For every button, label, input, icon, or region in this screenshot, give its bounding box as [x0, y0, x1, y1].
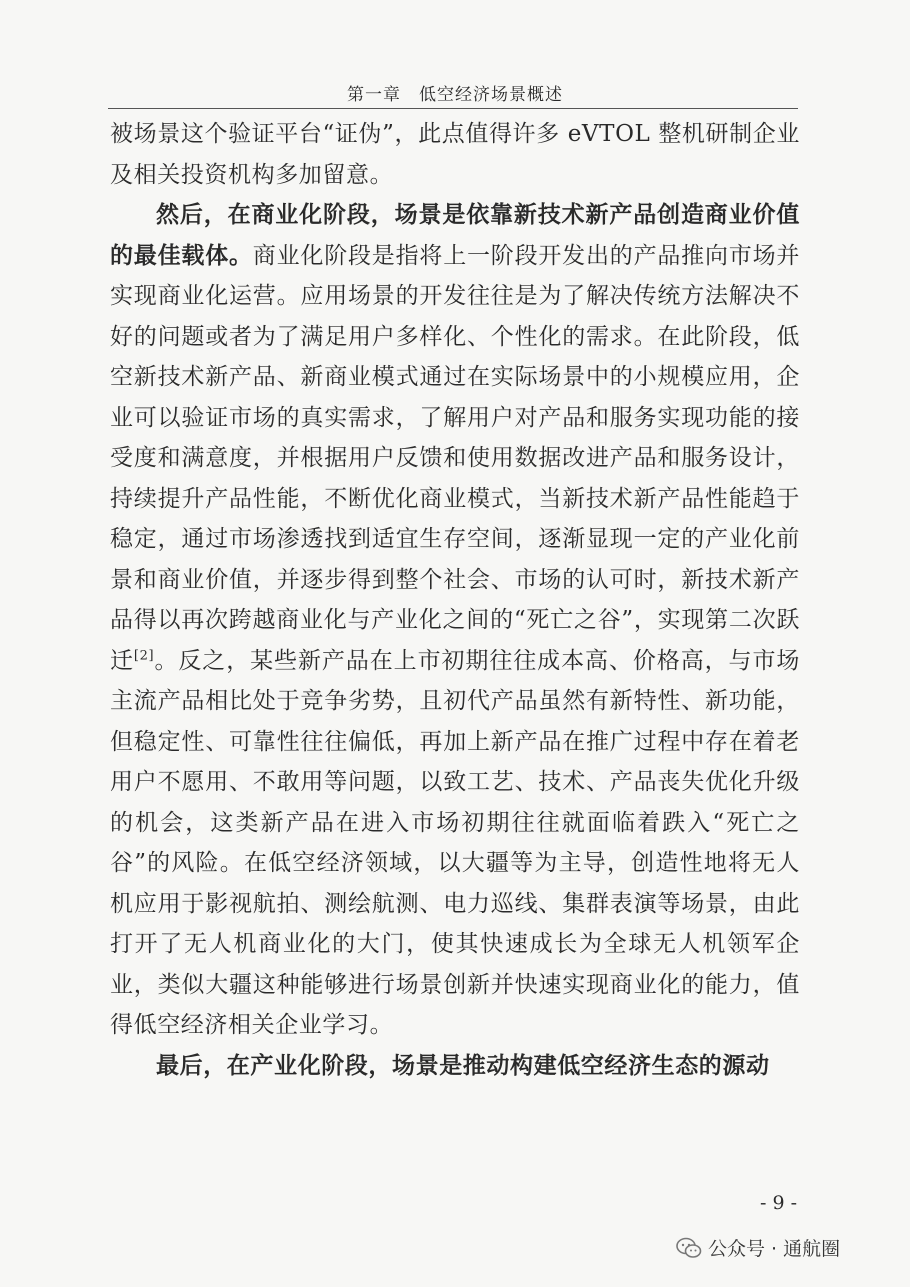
header-divider: [108, 108, 798, 109]
citation-ref: [2]: [133, 647, 155, 663]
paragraph-2: [110, 195, 800, 1046]
page-number: - 9 -: [760, 1192, 798, 1214]
watermark: [676, 1234, 840, 1261]
paragraph-1-text: 被场景这个验证平台“证伪”，此点值得许多 eVTOL 整机研制企业及相关投资机构多加留意。: [110, 121, 800, 188]
paragraph-2-text-cont: 。反之，某些新产品在上市初期往往成本高、价格高，与市场主流产品相比处于竞争劣势，且初代产品虽然有新特性、新功能，但稳定性、可靠性往往偏低，再加上新产品在推广过程中存在着老用户不愿用、不敢用等问题，以致工艺、技术、产品丧失优化升级的机会，这类新产品在进入市场初期往往就面临着跌入“死亡之谷”的风险。在低空经济领域，以大疆等为主导，创造性地将无人机应用于影视航拍、测绘航测、电力巡线、集群表演等场景，由此打开了无人机商业化的大门，使其快速成长为全球无人机领军企业，类似大疆这种能够进行场景创新并快速实现商业化的能力，值得低空经济相关企业学习。: [110, 647, 800, 1038]
paragraph-3-lead: 最后，在产业化阶段，场景是推动构建低空经济生态的源动: [156, 1051, 770, 1079]
paragraph-1: [110, 114, 800, 195]
watermark-text: 公众号 · 通航圈: [708, 1238, 841, 1260]
chapter-header: 第一章 低空经济场景概述: [347, 85, 563, 105]
wechat-icon: [676, 1237, 702, 1259]
paragraph-2-lead: 然后，在商业化阶段，场景是依靠新技术新产品创造商业价值的最佳载体。: [110, 201, 800, 269]
paragraph-3: [110, 1046, 800, 1087]
paragraph-2-text: 商业化阶段是指将上一阶段开发出的产品推向市场并实现商业化运营。应用场景的开发往往是为了解决传统方法解决不好的问题或者为了满足用户多样化、个性化的需求。在此阶段，低空新技术新产品、新商业模式通过在实际场景中的小规模应用，企业可以验证市场的真实需求，了解用户对产品和服务实现功能的接受度和满意度，并根据用户反馈和使用数据改进产品和服务设计，持续提升产品性能，不断优化商业模式，当新技术新产品性能趋于稳定，通过市场渗透找到适宜生存空间，逐渐显现一定的产业化前景和商业价值，并逐步得到整个社会、市场的认可时，新技术新产品得以再次跨越商业化与产业化之间的“死亡之谷”，实现第二次跃迁: [110, 242, 800, 674]
body-text: [110, 114, 800, 1086]
